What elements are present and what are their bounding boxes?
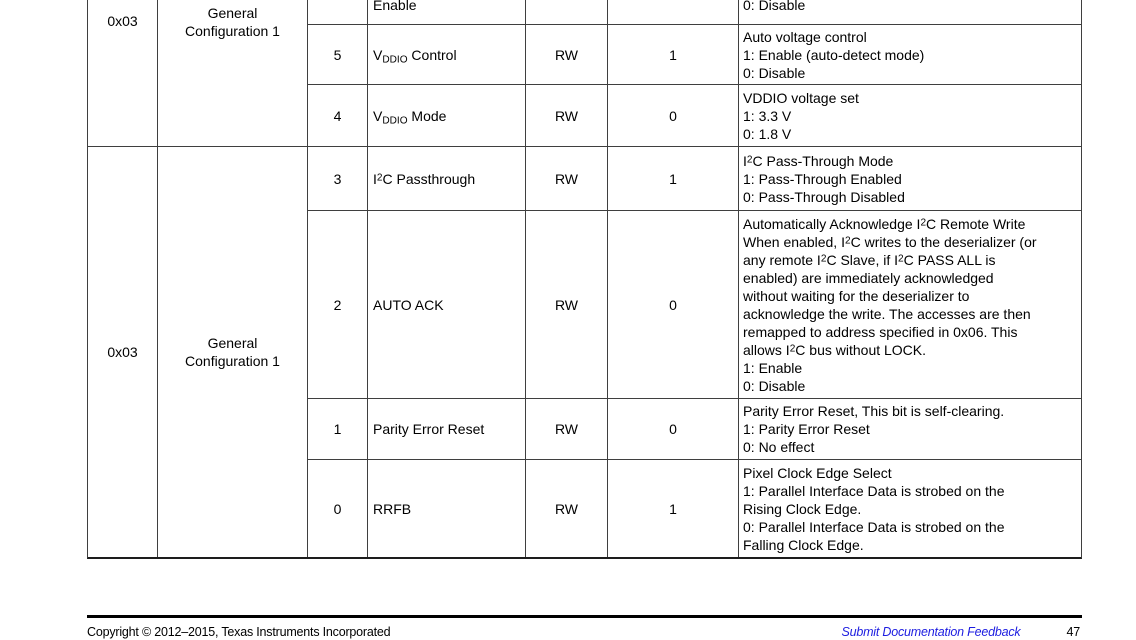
type-cell: [526, 85, 608, 146]
default-text: 0: [669, 107, 677, 124]
type-cell: [526, 399, 608, 459]
table-row: [308, 84, 1081, 146]
address-cell: [88, 0, 158, 146]
register-name-cell: [158, 0, 308, 146]
field-name-cell: [368, 85, 526, 146]
bit-cell: [308, 85, 368, 146]
description-text: Parity Error Reset, This bit is self-clearing. 1: Parity Error Reset 0: No effect: [743, 403, 1005, 455]
description-text: Pixel Clock Edge Select 1: Parallel Interface Data is strobed on the Rising Clock Edge. 0: Parallel Interface Data is strobed on the Falling Clock Edge.: [743, 464, 1005, 553]
feedback-link[interactable]: Submit Documentation Feedback: [841, 625, 1021, 639]
page-footer: [87, 624, 1082, 640]
table-row: [308, 210, 1081, 398]
bit-rows: [308, 147, 1081, 557]
default-cell: [608, 211, 739, 398]
bit-text: 1: [333, 421, 342, 437]
type-text: RW: [554, 500, 579, 517]
description-text: $I^2C$ Pass-Through Mode 1: Pass-Through Enabled 0: Pass-Through Disabled: [743, 152, 905, 205]
bit-text: 2: [333, 296, 342, 313]
default-text: 1: [669, 46, 677, 63]
default-cell: [608, 85, 739, 146]
description-cell: [739, 25, 1081, 84]
default-cell: [608, 0, 739, 24]
field-name-text: RRFB: [373, 500, 412, 517]
field-name-text: Enable: [373, 0, 417, 13]
field-name-cell: [368, 460, 526, 557]
bit-cell: [308, 399, 368, 459]
address-text: 0x03: [107, 344, 138, 360]
address-text: 0x03: [107, 13, 138, 29]
table-row: [308, 398, 1081, 459]
field-name-cell: [368, 25, 526, 84]
type-text: RW: [554, 421, 579, 437]
description-text: Auto voltage control 1: Enable (auto-detect mode) 0: Disable: [743, 28, 925, 81]
default-text: 1: [669, 500, 677, 517]
type-text: RW: [554, 170, 579, 187]
type-cell: [526, 0, 608, 24]
table-row: [308, 147, 1081, 210]
table-row: [308, 24, 1081, 84]
description-cell: [739, 85, 1081, 146]
type-text: RW: [554, 107, 579, 124]
register-group: [88, 146, 1081, 557]
field-name-text: Parity Error Reset: [373, 421, 485, 437]
footer-divider: [87, 615, 1082, 618]
table-row: [308, 459, 1081, 557]
register-table: [87, 0, 1082, 559]
register-name-cell: [158, 147, 308, 557]
bit-cell: [308, 147, 368, 210]
type-cell: [526, 211, 608, 398]
field-name-text: $I^2C$ Passthrough: [373, 170, 476, 187]
description-cell: [739, 147, 1081, 210]
type-text: RW: [554, 46, 579, 63]
bit-rows: [308, 0, 1081, 146]
description-cell: [739, 399, 1081, 459]
register-name-text: General Configuration 1: [185, 335, 280, 369]
bit-text: 0: [333, 500, 342, 517]
type-text: RW: [554, 296, 579, 313]
description-cell: [739, 460, 1081, 557]
default-cell: [608, 25, 739, 84]
description-cell: [739, 211, 1081, 398]
default-text: 1: [669, 170, 677, 187]
bit-cell: [308, 0, 368, 24]
field-name-text: $V_{DDIO}$ Mode: [373, 107, 447, 127]
bit-cell: [308, 460, 368, 557]
default-text: 0: [669, 296, 677, 313]
description-text: VDDIO voltage set 1: 3.3 V 0: 1.8 V: [743, 89, 859, 142]
bit-text: 3: [333, 170, 342, 187]
type-cell: [526, 147, 608, 210]
field-name-cell: [368, 0, 526, 24]
description-cell: [739, 0, 1081, 24]
bit-text: 5: [333, 46, 342, 63]
field-name-cell: [368, 399, 526, 459]
default-cell: [608, 460, 739, 557]
default-cell: [608, 399, 739, 459]
description-text: 0: Disable: [743, 0, 806, 13]
default-text: 0: [669, 421, 677, 437]
page-number: 47: [1066, 625, 1080, 639]
table-row: [308, 0, 1081, 24]
copyright-text: Copyright © 2012–2015, Texas Instruments Incorporated: [87, 625, 391, 639]
type-cell: [526, 25, 608, 84]
bit-cell: [308, 211, 368, 398]
field-name-text: $V_{DDIO}$ Control: [373, 46, 457, 66]
default-cell: [608, 147, 739, 210]
field-name-cell: [368, 147, 526, 210]
address-cell: [88, 147, 158, 557]
bit-text: 4: [333, 107, 342, 124]
field-name-cell: [368, 211, 526, 398]
type-cell: [526, 460, 608, 557]
register-group: [88, 0, 1081, 146]
bit-cell: [308, 25, 368, 84]
register-name-text: General Configuration 1: [185, 5, 280, 39]
description-text: Automatically Acknowledge $I^2C$ Remote Write When enabled, $I^2C$ writes to the deserializer (or any remote $I^2C$ Slave, if $I^2C$ PASS ALL is enabled) are immediately acknowledged without waiting for the deserializer to acknowledge the write. The accesses are then remapped to address specified in 0x06. This allows $I^2C$ bus without LOCK. 1: Enable 0: Disable: [743, 215, 1037, 394]
field-name-text: AUTO ACK: [373, 296, 444, 313]
